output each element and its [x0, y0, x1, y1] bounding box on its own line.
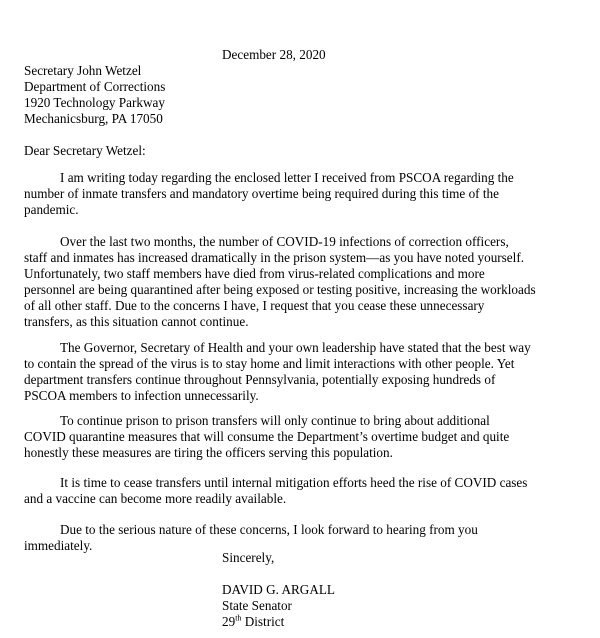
body-paragraph [24, 475, 546, 507]
salutation: Dear Secretary Wetzel: [24, 143, 146, 158]
paragraph-line: to contain the spread of the virus is to stay home and limit interactions with other people. Yet [24, 356, 515, 371]
paragraph-line: I am writing today regarding the enclosed letter I received from PSCOA regarding the [60, 170, 514, 185]
body-paragraph [24, 234, 546, 330]
paragraph-line: The Governor, Secretary of Health and your own leadership have stated that the best way [60, 340, 531, 355]
signer-title: State Senator [222, 598, 292, 613]
paragraph-line: and a vaccine can become more readily available. [24, 491, 287, 506]
letter-date: December 28, 2020 [222, 47, 326, 62]
paragraph-line: pandemic. [24, 202, 79, 217]
body-paragraph [24, 340, 546, 404]
paragraph-line: transfers, as this situation cannot continue. [24, 314, 249, 329]
district-suffix: th [235, 613, 242, 623]
paragraph-line: staff and inmates has increased dramatically in the prison system—as you have noted yourself. [24, 250, 525, 265]
body-paragraph [24, 413, 546, 461]
paragraph-line: of all other staff. Due to the concerns I have, I request that you cease these unnecessary [24, 298, 485, 313]
recipient-street: 1920 Technology Parkway [24, 95, 165, 110]
paragraph-line: immediately. [24, 538, 93, 553]
paragraph-line: Due to the serious nature of these concerns, I look forward to hearing from you [60, 522, 478, 537]
recipient-city: Mechanicsburg, PA 17050 [24, 111, 163, 126]
body-paragraph [24, 170, 546, 218]
paragraph-line: PSCOA members to infection unnecessarily. [24, 388, 259, 403]
recipient-name: Secretary John Wetzel [24, 63, 142, 78]
district-word: District [241, 614, 285, 629]
paragraph-line: Unfortunately, two staff members have died from virus-related complications and more [24, 266, 485, 281]
paragraph-line: personnel are being quarantined after being exposed or testing positive, increasing the workloads [24, 282, 536, 297]
recipient-organization: Department of Corrections [24, 79, 166, 94]
signature-block [222, 582, 335, 630]
paragraph-line: department transfers continue throughout Pennsylvania, potentially exposing hundreds of [24, 372, 496, 387]
paragraph-line: It is time to cease transfers until internal mitigation efforts heed the rise of COVID cases [60, 475, 528, 490]
signer-name: DAVID G. ARGALL [222, 582, 335, 597]
paragraph-line: honestly these measures are tiring the officers serving this population. [24, 445, 393, 460]
paragraph-line: COVID quarantine measures that will consume the Department’s overtime budget and quite [24, 429, 510, 444]
recipient-address [24, 63, 165, 127]
closing: Sincerely, [222, 550, 275, 565]
body-paragraph [24, 522, 546, 554]
signer-district [222, 614, 335, 630]
paragraph-line: To continue prison to prison transfers will only continue to bring about additional [60, 413, 490, 428]
district-number: 29 [222, 614, 236, 629]
paragraph-line: number of inmate transfers and mandatory overtime being required during this time of the [24, 186, 499, 201]
paragraph-line: Over the last two months, the number of COVID-19 infections of correction officers, [60, 234, 509, 249]
